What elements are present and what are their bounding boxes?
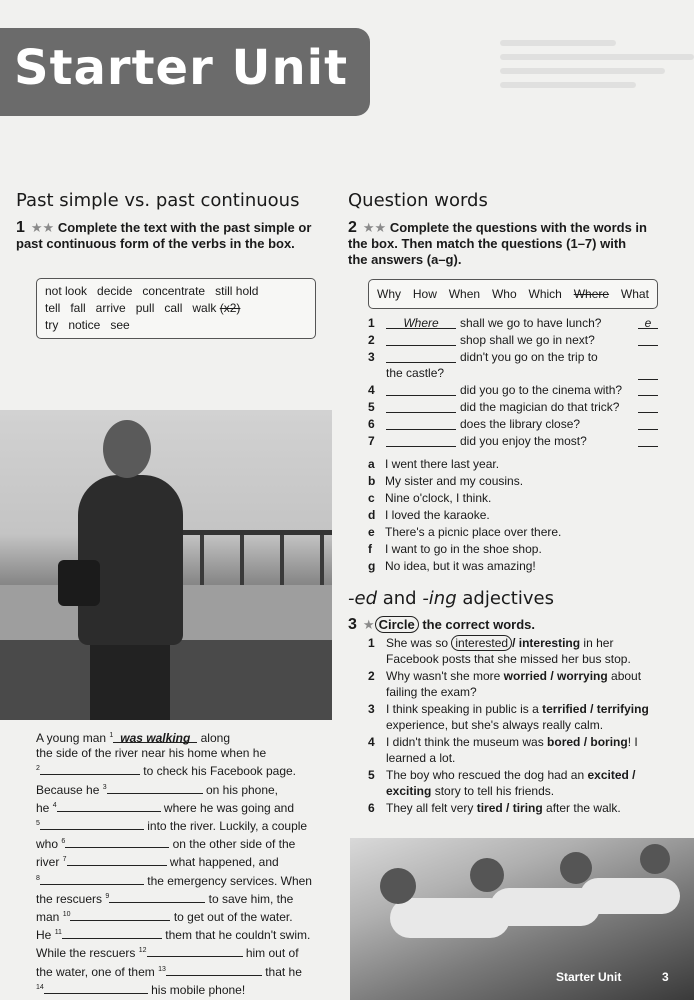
gap-number: 3	[102, 783, 107, 791]
question-blank[interactable]	[386, 349, 456, 363]
answer-row	[368, 456, 658, 473]
word-what: What	[620, 286, 649, 301]
gap-number: 1	[109, 732, 114, 739]
question-text: did you go to the cinema with?	[460, 383, 623, 397]
item-text: after the walk.	[542, 801, 621, 815]
gap-number: 5	[36, 820, 40, 828]
question-row	[368, 399, 658, 416]
section1-title: Past simple vs. past continuous	[16, 190, 300, 211]
title-adjectives: adjectives	[456, 588, 554, 609]
item-number: 1	[368, 636, 375, 650]
gap-number: 9	[105, 892, 110, 900]
story-text: the side of the river near his home when he	[36, 746, 267, 761]
struck-word: (x2)	[219, 301, 241, 315]
gap-14-blank[interactable]	[44, 982, 148, 994]
exercise3-item	[368, 636, 668, 667]
story-text: into the river. Luckily, a couple	[143, 819, 308, 834]
story-text: where he was going and	[160, 800, 295, 815]
answer-letter: g	[368, 559, 376, 573]
question-blank[interactable]	[386, 433, 456, 447]
gap-6-blank[interactable]	[65, 836, 169, 848]
answer-letter: c	[368, 491, 375, 505]
choice-option[interactable]: / interesting	[512, 636, 581, 650]
answer-letter: b	[368, 474, 376, 488]
exercise3-instruction	[348, 617, 648, 633]
answer-text: No idea, but it was amazing!	[385, 559, 536, 573]
story-text: While the rescuers	[36, 946, 139, 961]
exercise1-instruction	[16, 220, 316, 252]
item-text: in her Facebook posts that she missed her bus stop.	[386, 636, 631, 666]
item-text: She was so	[386, 636, 452, 650]
difficulty-stars: ★★	[362, 220, 387, 235]
story-text: what happened, and	[166, 855, 279, 870]
photo-man-by-river	[0, 410, 332, 720]
answer-row	[368, 473, 658, 490]
gap-4-blank[interactable]	[57, 800, 161, 812]
gap-12-blank[interactable]	[147, 945, 243, 957]
question-text: did you enjoy the most?	[460, 434, 587, 448]
question-text: shop shall we go in next?	[460, 333, 595, 347]
exercise1-text: Complete the text with the past simple or past continuous form of the verbs in the box.	[16, 220, 312, 251]
answer-row	[368, 507, 658, 524]
choice-option[interactable]: tired / tiring	[476, 801, 543, 815]
gap-9-blank[interactable]	[109, 891, 205, 903]
exercise1-story	[36, 728, 316, 998]
item-text: experience, but she's always really calm.	[386, 717, 604, 732]
answer-letter: f	[368, 542, 372, 556]
exercise2-number: 2	[348, 219, 357, 236]
page-number: 3	[662, 970, 669, 984]
answer-row	[368, 490, 658, 507]
choice-option[interactable]: worried / worrying	[503, 669, 608, 683]
item-number: 5	[368, 768, 375, 782]
match-letter-blank[interactable]	[638, 416, 658, 430]
person-head	[380, 868, 416, 904]
story-text: to get out of the water.	[170, 910, 293, 925]
question-number: 2	[368, 333, 375, 347]
unit-title: Starter Unit	[14, 40, 349, 96]
title-ing: -ing	[422, 588, 457, 609]
answer-row	[368, 524, 658, 541]
question-text: the castle?	[386, 366, 445, 380]
circled-answer[interactable]: interested	[451, 635, 512, 651]
exercise2-instruction	[348, 220, 648, 268]
question-row	[368, 349, 658, 382]
story-text: Because he	[36, 782, 103, 797]
gap-number: 2	[36, 765, 40, 773]
gap-number: 14	[36, 983, 44, 991]
item-number: 4	[368, 735, 375, 749]
item-text: ! I learned a lot.	[386, 735, 638, 765]
word-who: Who	[491, 286, 517, 301]
question-blank[interactable]	[386, 416, 456, 430]
story-text: the emergency services. When	[143, 873, 312, 888]
question-number: 6	[368, 417, 375, 431]
answer-text: I went there last year.	[385, 457, 500, 471]
person-head	[470, 858, 504, 892]
question-number: 5	[368, 400, 375, 414]
exercise3-item	[368, 735, 668, 766]
man-legs	[90, 640, 170, 720]
gap-number: 12	[138, 947, 147, 955]
answer-row	[368, 558, 658, 575]
question-text: does the library close?	[460, 417, 581, 431]
person-body	[580, 878, 680, 914]
question-row	[368, 433, 658, 450]
answer-text: I loved the karaoke.	[385, 508, 490, 522]
story-text: him out of	[242, 946, 299, 961]
question-text: shall we go to have lunch?	[460, 316, 602, 330]
answer-text: My sister and my cousins.	[385, 474, 524, 488]
gap-number: 13	[158, 965, 166, 973]
match-letter-blank[interactable]	[638, 433, 658, 447]
story-text: who	[36, 837, 62, 852]
question-blank[interactable]	[386, 382, 456, 396]
exercise2-text: Complete the questions with the words in the box. Then match the questions (1–7) with the answers (a–g).	[348, 220, 647, 267]
word-which: Which	[528, 286, 562, 301]
item-text: Why wasn't she more	[386, 669, 504, 683]
story-text: river	[36, 855, 63, 870]
question-number: 4	[368, 383, 375, 397]
question-text: didn't you go on the trip to	[460, 350, 598, 364]
match-letter-blank[interactable]	[638, 382, 658, 396]
show-through-text	[500, 32, 694, 142]
photo-teens-lying-on-grass	[350, 838, 694, 1000]
person-head	[560, 852, 592, 884]
gap-5-blank[interactable]	[40, 818, 144, 830]
story-text: his mobile phone!	[147, 982, 246, 997]
question-number: 3	[368, 350, 375, 364]
answer-letter: a	[368, 457, 375, 471]
question-row	[368, 416, 658, 433]
shoulder-bag	[58, 560, 100, 606]
exercise3-item	[368, 702, 668, 733]
gap-8-blank[interactable]	[40, 873, 144, 885]
word-box-line: try notice see	[45, 318, 130, 332]
gap-number: 11	[54, 929, 62, 937]
answer-text: Nine o'clock, I think.	[385, 491, 492, 505]
word-box-line: not look decide concentrate still hold	[45, 284, 259, 298]
question-text: did the magician do that trick?	[460, 400, 620, 414]
exercise1-number: 1	[16, 219, 25, 236]
story-text: he	[36, 800, 53, 815]
section3-title	[348, 588, 554, 609]
answer-letter: e	[368, 525, 375, 539]
match-letter-blank[interactable]	[638, 332, 658, 346]
man-head	[103, 420, 151, 478]
story-text: on the other side of the	[169, 837, 296, 852]
choice-option[interactable]: excited / exciting	[386, 768, 636, 798]
title-ed: -ed	[348, 588, 377, 609]
question-blank[interactable]	[386, 399, 456, 413]
question-row	[368, 382, 658, 399]
item-number: 6	[368, 801, 375, 815]
gap-13-blank[interactable]	[166, 964, 262, 976]
story-text: them that he couldn't swim.	[161, 928, 311, 943]
item-number: 3	[368, 702, 375, 716]
choice-option[interactable]: terrified / terrifying	[542, 702, 649, 716]
item-number: 2	[368, 669, 375, 683]
exercise3-text: the correct words.	[418, 617, 536, 632]
exercise3-item	[368, 801, 668, 817]
answer-text: There's a picnic place over there.	[385, 525, 562, 539]
circle-word: Circle	[375, 616, 419, 633]
gap-3-blank[interactable]	[107, 782, 203, 794]
gap-number: 7	[62, 856, 67, 864]
match-letter-blank[interactable]	[638, 399, 658, 413]
match-letter-blank[interactable]	[638, 366, 658, 380]
choice-option[interactable]: bored / boring	[547, 735, 628, 749]
story-text: man	[36, 910, 63, 925]
question-blank[interactable]: Where	[386, 315, 456, 329]
item-text: I didn't think the museum was	[386, 735, 548, 749]
gap-1-answer[interactable]: was walking	[113, 731, 197, 743]
question-row	[368, 315, 658, 332]
gap-number: 6	[61, 838, 66, 846]
answer-row	[368, 541, 658, 558]
question-row	[368, 332, 658, 349]
answer-letter: d	[368, 508, 376, 522]
story-text: along	[197, 731, 230, 745]
item-text: The boy who rescued the dog had an	[386, 768, 588, 782]
exercise1-word-box	[36, 278, 316, 339]
story-text: A young man	[36, 731, 110, 745]
exercise2-word-box	[368, 279, 658, 309]
word-box-line	[45, 300, 307, 317]
difficulty-stars: ★★	[30, 220, 55, 235]
word-why: Why	[377, 286, 401, 301]
exercise2-answers	[368, 456, 658, 575]
exercise3-items	[368, 636, 668, 819]
story-text: the water, one of them	[36, 964, 159, 979]
word-where-used: Where	[573, 286, 610, 301]
item-text: I think speaking in public is a	[386, 702, 543, 716]
question-blank[interactable]	[386, 332, 456, 346]
word-how: How	[412, 286, 437, 301]
gap-7-blank[interactable]	[67, 854, 167, 866]
gap-2-blank[interactable]	[40, 763, 140, 775]
person-head	[640, 844, 670, 874]
title-and: and	[377, 588, 423, 609]
item-text: They all felt very	[386, 801, 477, 815]
story-text: to check his Facebook page.	[139, 764, 296, 779]
answer-text: I want to go in the shoe shop.	[385, 542, 542, 556]
section2-title: Question words	[348, 190, 488, 211]
exercise3-item	[368, 768, 668, 799]
gap-number: 10	[62, 911, 71, 919]
gap-number: 8	[36, 874, 40, 882]
difficulty-stars: ★	[362, 617, 375, 632]
question-number: 7	[368, 434, 375, 448]
gap-number: 4	[52, 801, 57, 809]
story-text: to save him, the	[205, 891, 294, 906]
story-text: that he	[261, 964, 302, 979]
exercise3-number: 3	[348, 616, 357, 633]
gap-11-blank[interactable]	[62, 927, 162, 939]
item-text: about failing the exam?	[386, 669, 642, 699]
story-text: the rescuers	[36, 891, 106, 906]
exercise3-item	[368, 669, 668, 700]
story-text: He	[36, 928, 55, 943]
exercise2-questions	[368, 315, 658, 450]
word-box-words: tell fall arrive pull call walk	[45, 301, 217, 315]
word-when: When	[448, 286, 481, 301]
match-letter-blank[interactable]: e	[638, 315, 658, 329]
story-text: on his phone,	[202, 782, 279, 797]
footer-unit-label: Starter Unit	[556, 970, 622, 984]
question-number: 1	[368, 316, 375, 330]
item-text: story to tell his friends.	[431, 783, 555, 798]
gap-10-blank[interactable]	[70, 909, 170, 921]
